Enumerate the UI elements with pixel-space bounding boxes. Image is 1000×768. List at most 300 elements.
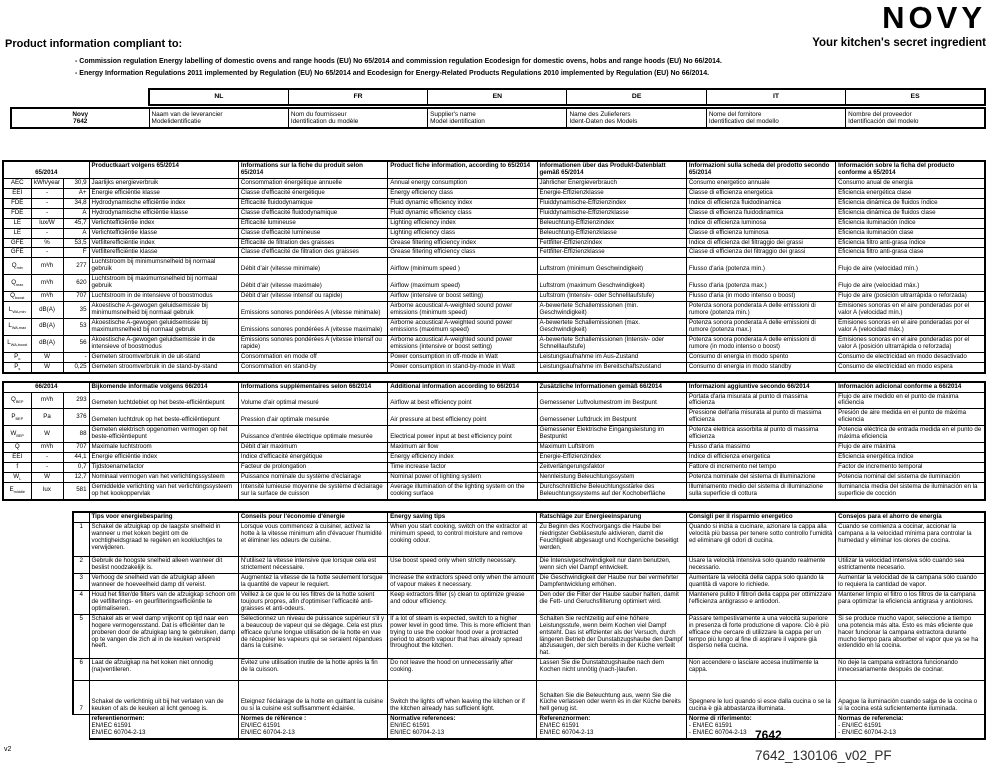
additional-info-66-table — [2, 381, 986, 501]
tips-header-row — [73, 512, 985, 522]
spec-label-cell: Flusso d'aria massimo — [686, 443, 835, 453]
symbol-cell: EEI — [3, 453, 31, 463]
spec-label-cell: Hydrodynamische efficiëntie klasse — [89, 208, 238, 218]
spec-label-cell: Emisiones sonoras en el aire ponderadas por el valor A (velocidad mín.) — [836, 302, 985, 319]
spec-label-cell: Energie efficiëntie index — [89, 453, 238, 463]
spec-label-cell: Emissions sonores pondérées A (vitesse maximale) — [238, 318, 387, 335]
supplier-label-cell — [149, 108, 288, 128]
value-cell: 88 — [63, 426, 89, 443]
supplier-label-line: Ident-Daten des Models — [569, 118, 638, 126]
spec-label-cell: Luchtstroom bij maximumsnelheid bij normaal gebruik — [89, 275, 238, 292]
spec-label-cell: Presión de aire medida en el punto de máxima eficiencia — [836, 409, 985, 426]
value-cell: 35 — [63, 302, 89, 319]
spec-label-cell: Consumo energetico annuale — [686, 178, 835, 188]
spec-label-cell: Airflow (maximum speed) — [388, 275, 537, 292]
unit-cell: m³/h — [31, 275, 63, 292]
unit-cell: - — [31, 248, 63, 258]
tips-header-cell: Consejos para el ahorro de energía — [836, 512, 985, 522]
spec-label-cell: Energie-Effizienzklasse — [537, 188, 686, 198]
unit-cell: lux — [31, 482, 63, 499]
spec-label-cell: Time increase factor — [388, 463, 537, 473]
tip-text-cell: Laat de afzuigkap na het koken niet onnodig (na)ventileren. — [89, 659, 238, 681]
tip-text-cell: Mantener limpio el filtro o los filtros de la campana para optimizar la eficiencia antigrasa y antiolores. — [836, 590, 985, 614]
spec-label-cell: Indice di efficienza fluidodinamica — [686, 198, 835, 208]
spec-label-cell: Verlichtefficiëntie index — [89, 218, 238, 228]
spec-label-cell: Débit d'air (vitesse intensif ou rapide) — [238, 292, 387, 302]
symbol-cell: GFE — [3, 248, 31, 258]
compliance-lines — [75, 56, 722, 79]
supplier-label-line: Supplier's name — [430, 111, 476, 118]
spec-label-cell: Airflow at best efficiency point — [388, 392, 537, 409]
value-cell: F — [63, 248, 89, 258]
tip-text-cell: Schakel de verlichtinig uit bij het verlaten van de keuken of als de keuken al licht genoeg is. — [89, 681, 238, 715]
spec-header-row — [3, 382, 985, 392]
spec-row — [3, 292, 985, 302]
value-cell: 44,1 — [63, 453, 89, 463]
norms-title: Norme di riferimento: — [688, 715, 752, 723]
spec-label-cell: Fluiddynamische-Effizienzklasse — [537, 208, 686, 218]
unit-cell: - — [31, 188, 63, 198]
supplier-label-line: Identification du modèle — [290, 118, 359, 126]
compliance-title: Product information compliant to: — [5, 38, 183, 50]
tip-text-cell: When you start cooking, switch on the extractor at minimum speed, to control moisture and remove cooking odour. — [388, 522, 537, 556]
spec-label-cell: Eficiencia iluminación clase — [836, 228, 985, 238]
unit-cell: - — [31, 198, 63, 208]
spec-label-cell: Luchtstroom in de intensieve of boostmodus — [89, 292, 238, 302]
spec-label-cell: Classe d'efficacité fluidodynamique — [238, 208, 387, 218]
tip-text-cell: Usare la velocità intensiva solo quando realmente necessario. — [686, 556, 835, 573]
unit-cell: - — [31, 208, 63, 218]
tip-text-cell: Quando si inizia a cucinare, azionare la cappa alla velocità più bassa per tenere sotto controllo l'umidità ed eliminare gli odori di cucina. — [686, 522, 835, 556]
unit-cell: Pa — [31, 409, 63, 426]
spec-label-cell: Akoestische A-gewogen geluidsemissie in de intensieve of boostmodus — [89, 335, 238, 352]
spec-row — [3, 472, 985, 482]
spec-label-cell: Flujo de aire (posición ultrarrápida o reforzada) — [836, 292, 985, 302]
spec-row — [3, 443, 985, 453]
norms-title: Referenznormen: — [539, 715, 591, 723]
tip-text-cell: Schalten Sie die Beleuchtung aus, wenn Sie die Küche verlassen oder wenn es in der Küche bereits hell genug ist. — [537, 681, 686, 715]
spec-row — [3, 318, 985, 335]
compliance-line: - Energy Information Regulations 2011 implemented by Regulation (EU) No 65/2014 and Ecodesign for Energy-Related Products Regulations 2010 implemented by Regulation (EU) No 66/2014. — [75, 69, 710, 77]
norms-line: - EN/IEC 60704-2-13 — [838, 729, 896, 737]
spec-label-cell: Nominaal vermogen van het verlichtingssysteem — [89, 472, 238, 482]
symbol-cell: $P_{BEP}$ — [3, 409, 31, 426]
supplier-label-line: Modelidentificatie — [151, 118, 201, 126]
value-cell: 277 — [63, 258, 89, 275]
spec-label-cell: Classe d'efficacité lumineuse — [238, 228, 387, 238]
tip-number: 7 — [73, 681, 89, 715]
norms-title: Normative references: — [390, 715, 456, 723]
spec-label-cell: Consommation en mode off — [238, 352, 387, 362]
logo-letter: N — [882, 0, 909, 35]
norms-line: EN/IEC 61591 — [539, 722, 580, 730]
spec-label-cell: Potenza nominale del sistema di illuminazione — [686, 472, 835, 482]
spec-label-cell: Potenza sonora ponderata A delle emissioni di rumore (in modo intenso o boost) — [686, 335, 835, 352]
spec-label-cell: Electrical power input at best efficiency point — [388, 426, 537, 443]
spec-label-cell: Intensité lumieuse moyenne de système d'éclairage sur la surface de cuisson — [238, 482, 387, 499]
spec-label-cell: Akoestische A-gewogen geluidsemissie bij minimumsnelheid bij normaal gebruik — [89, 302, 238, 319]
spec-label-cell: Airborne acoustical A-weighted sound power emissions (maximum speed) — [388, 318, 537, 335]
spec-label-cell: Maximum air flow — [388, 443, 537, 453]
tip-text-cell: Die Intensivgeschwindigkeit nur dann benutzen, wenn sich viel Dampf entwickelt. — [537, 556, 686, 573]
tips-header-cell: Tips voor energiebesparing — [89, 512, 238, 522]
tip-number: 3 — [73, 573, 89, 590]
norms-cell — [238, 715, 387, 739]
supplier-label-line: Nom du fournisseur — [290, 111, 347, 118]
supplier-label-cell — [846, 108, 985, 128]
symbol-cell: $Q_{min}$ — [3, 258, 31, 275]
spec-row — [3, 238, 985, 248]
spec-label-cell: Puissance nominale du système d'éclairage — [238, 472, 387, 482]
symbol-cell: GFE — [3, 238, 31, 248]
spec-label-cell: Consumo de electricidad en modo desactivado — [836, 352, 985, 362]
tip-text-cell: Si se produce mucho vapor, seleccione a tiempo una potencia más alta. Esto es más eficiente que hacer funcionar la campana extractora durante mucho tiempo para absorber el vapor que ya se ha extendido en la cocina. — [836, 614, 985, 659]
spec-label-cell: Akoestische A-gewogen geluidsemissie bij maximumsnelheid bij normaal gebruik — [89, 318, 238, 335]
spec-label-cell: Lighting efficiency class — [388, 228, 537, 238]
spec-label-cell: Maximum Luftstrom — [537, 443, 686, 453]
spec-label-cell: Verlichtefficiëntie klasse — [89, 228, 238, 238]
norms-row — [73, 715, 985, 739]
norms-title: Normes de référence : — [240, 715, 307, 723]
spec-label-cell: Potencia nominal del sistema de iluminación — [836, 472, 985, 482]
spec-row — [3, 482, 985, 499]
tip-text-cell: Eteignez l'éclairage de la hotte en quittant la cuisine ou si la cuisine est suffisamment éclairée. — [238, 681, 387, 715]
symbol-cell: $L_{WA,max}$ — [3, 318, 31, 335]
spec-label-cell: Beleuchtung-Effizienzklasse — [537, 228, 686, 238]
tip-number: 5 — [73, 614, 89, 659]
spec-label-cell: Consumo di energia in modo standby — [686, 362, 835, 372]
symbol-cell: $E_{middle}$ — [3, 482, 31, 499]
norms-cell — [537, 715, 686, 739]
spec-label-cell: Annual energy consumption — [388, 178, 537, 188]
spec-label-cell: Eficiencia filtro anti-grasa clase — [836, 248, 985, 258]
spec-label-cell: Fettfilter-Effizienzindex — [537, 238, 686, 248]
spec-label-cell: Eficiencia dinámica de fluidos clase — [836, 208, 985, 218]
tips-row — [73, 614, 985, 659]
symbol-cell: Q — [3, 443, 31, 453]
spec-label-cell: Gemeten luchtdruk op het beste-efficiëntiepunt — [89, 409, 238, 426]
spec-label-cell: Jaarlijks energieverbruik — [89, 178, 238, 188]
value-cell: 0,25 — [63, 362, 89, 372]
symbol-cell: $P_o$ — [3, 352, 31, 362]
spec-header-cell: Zusätzliche Informationen gemäß 66/2014 — [537, 382, 686, 392]
value-cell: 293 — [63, 392, 89, 409]
value-cell: 56 — [63, 335, 89, 352]
spec-header-row — [3, 161, 985, 178]
supplier-label-cell — [428, 108, 567, 128]
spec-label-cell: Flusso d'aria (potenza min.) — [686, 258, 835, 275]
norms-line: EN/IEC 60704-2-13 — [390, 729, 445, 737]
spec-row — [3, 463, 985, 473]
tip-text-cell: Utilizar la velocidad intensiva sólo cuando sea estrictamente necesario. — [836, 556, 985, 573]
spec-row — [3, 248, 985, 258]
tip-text-cell: Use boost speed only when strictly necessary. — [388, 556, 537, 573]
unit-cell: W — [31, 426, 63, 443]
spec-label-cell: Jährlicher Energieverbrauch — [537, 178, 686, 188]
supplier-label-cell — [706, 108, 845, 128]
spec-label-cell: Flujo de aire medido en el punto de máxima eficiencia — [836, 392, 985, 409]
spec-row — [3, 409, 985, 426]
spec-label-cell: Power consumption in off-mode in Watt — [388, 352, 537, 362]
tip-text-cell: Cuando se comienza a cocinar, accionar la campana a la velocidad mínima para controlar la humedad y eliminar los olores de cocina. — [836, 522, 985, 556]
spec-row — [3, 453, 985, 463]
spec-label-cell: Volume d'air optimal mesuré — [238, 392, 387, 409]
spec-label-cell: Gemeten elektrisch opgenomen vermogen op het beste-efficiëntiepunt — [89, 426, 238, 443]
spec-label-cell: Débit d'air (vitesse minimale) — [238, 258, 387, 275]
spec-label-cell: Average illumination of the lighting system on the cooking surface — [388, 482, 537, 499]
norms-blank-cell — [73, 715, 89, 739]
norms-title: Normas de referencia: — [838, 715, 904, 723]
unit-cell: dB(A) — [31, 302, 63, 319]
spec-label-cell: Grease filtering efficiency index — [388, 238, 537, 248]
spec-label-cell: Zeitverlängerungsfaktor — [537, 463, 686, 473]
spec-label-cell: A-bewertete Schallemissionen (max. Geschwindigkeit) — [537, 318, 686, 335]
value-cell: 30,9 — [63, 178, 89, 188]
tips-row — [73, 681, 985, 715]
tip-text-cell: Aumentare la velocità della cappa solo quando la quantità di vapore lo richiede. — [686, 573, 835, 590]
tips-header-cell: Ratschläge zur Energieeinsparung — [537, 512, 686, 522]
tip-text-cell: Den oder die Filter der Haube sauber halten, damit die Fett- und Geruchsfilterung optimiert wird. — [537, 590, 686, 614]
footer-model-number: 7642 — [755, 728, 782, 742]
unit-cell: dB(A) — [31, 318, 63, 335]
brand-tagline: Your kitchen's secret ingredient — [812, 37, 986, 49]
spec-label-cell: Gemiddelde verlichting van het verlichtingssysteem op het kookoppervlak — [89, 482, 238, 499]
tip-text-cell: Apague la iluminación cuando salga de la cocina o si la cocina está suficientemente iluminada. — [836, 681, 985, 715]
tip-text-cell: Aumentar la velocidad de la campana sólo cuando lo requiera la cantidad de vapor. — [836, 573, 985, 590]
unit-cell: - — [31, 228, 63, 238]
spec-label-cell: Emissions sonores pondérées A (vitesse minimale) — [238, 302, 387, 319]
unit-cell: m³/h — [31, 292, 63, 302]
value-cell: - — [63, 352, 89, 362]
supplier-label-line: Identificación del modelo — [848, 118, 919, 126]
language-label: ES — [846, 89, 985, 105]
spec-label-cell: Facteur de prolongation — [238, 463, 387, 473]
spec-label-cell: Potenza elettrica assorbita al punto di massima efficienza — [686, 426, 835, 443]
spec-label-cell: Illuminamento medio del sistema di illuminazione sulla superficie di cottura — [686, 482, 835, 499]
spec-label-cell: Eficiencia energética clase — [836, 188, 985, 198]
symbol-cell: $W_L$ — [3, 472, 31, 482]
spec-label-cell: Durchschnittliche Beleuchtungsstärke des Beleuchtungssystems auf der Kochoberfläche — [537, 482, 686, 499]
symbol-cell: LE — [3, 228, 31, 238]
spec-header-cell: Informationen über das Produkt-Datenblatt gemäß 65/2014 — [537, 161, 686, 178]
spec-label-cell: A-bewertete Schallemissionen (min. Geschwindigkeit) — [537, 302, 686, 319]
tip-text-cell: Spegnere le luci quando si esce dalla cucina o se la cucina è già abbastanza illuminata. — [686, 681, 835, 715]
value-cell: 707 — [63, 292, 89, 302]
unit-cell: m³/h — [31, 443, 63, 453]
value-cell: 581 — [63, 482, 89, 499]
spec-row — [3, 218, 985, 228]
supplier-label-line: Identificativo del modello — [708, 118, 779, 126]
additional-info-66-body — [3, 382, 985, 500]
norms-line: - EN/IEC 61591 — [838, 722, 882, 730]
norms-line: EN/IEC 60704-2-13 — [240, 729, 295, 737]
spec-header-cell: Productkaart volgens 65/2014 — [89, 161, 238, 178]
symbol-cell: $P_s$ — [3, 362, 31, 372]
spec-label-cell: Iluminancia media del sistema de iluminación en la superficie de cocción — [836, 482, 985, 499]
spec-label-cell: Flujo de aire (velocidad máx.) — [836, 275, 985, 292]
spec-header-cell: Informations supplémentaires selon 66/2014 — [238, 382, 387, 392]
tip-text-cell: Verhoog de snelheid van de afzuigkap alleen wanneer de hoeveelheid damp dit vereist. — [89, 573, 238, 590]
supplier-id-cell — [11, 108, 149, 128]
unit-cell: kWh/year — [31, 178, 63, 188]
energy-tips-body — [73, 512, 985, 739]
supplier-label-line: Name des Zulieferers — [569, 111, 631, 118]
regulation-cell: 65/2014 — [3, 161, 89, 178]
symbol-cell: f — [3, 463, 31, 473]
spec-row — [3, 188, 985, 198]
unit-cell: W — [31, 362, 63, 372]
spec-label-cell: Consumo de electricidad en modo espera — [836, 362, 985, 372]
spec-header-cell: Bijkomende informatie volgens 66/2014 — [89, 382, 238, 392]
spec-label-cell: Potenza sonora ponderata A delle emissioni di rumore (potenza min.) — [686, 302, 835, 319]
symbol-cell: $Q_{boost}$ — [3, 292, 31, 302]
spec-label-cell: Fluiddynamische-Effizienzindex — [537, 198, 686, 208]
spec-label-cell: Gemeten stroomverbruik in de uit-stand — [89, 352, 238, 362]
spec-label-cell: Débit d'air maximum — [238, 443, 387, 453]
value-cell: 707 — [63, 443, 89, 453]
norms-line: - EN/IEC 61591 — [688, 722, 733, 730]
tip-number: 6 — [73, 659, 89, 681]
symbol-cell: $W_{BEP}$ — [3, 426, 31, 443]
supplier-brand: Novy — [72, 111, 89, 118]
symbol-cell: $Q_{BEP}$ — [3, 392, 31, 409]
unit-cell: m³/h — [31, 392, 63, 409]
spec-label-cell: Gemeten luchtdebiet op het beste-efficiëntiepunt — [89, 392, 238, 409]
spec-label-cell: Eficiencia dinámica de fluidos índice — [836, 198, 985, 208]
value-cell: 376 — [63, 409, 89, 426]
symbol-cell: FDE — [3, 208, 31, 218]
norms-cell — [836, 715, 985, 739]
spec-label-cell: Gemessener Luftvolumestrom im Bestpunt — [537, 392, 686, 409]
unit-cell: dB(A) — [31, 335, 63, 352]
tip-text-cell: Zu Beginn des Kochvorgangs die Haube bei niedrigster Gebläsestufe aktivieren, damit die Feuchtigkeit abgesaugt und Kochgerüche beseitigt werden. — [537, 522, 686, 556]
spec-label-cell: Beleuchtung-Effizienzindex — [537, 218, 686, 228]
value-cell: 53 — [63, 318, 89, 335]
language-label: FR — [288, 89, 427, 105]
spec-label-cell: Pression d'air optimale mesurée — [238, 409, 387, 426]
spec-label-cell: Luftstrom (Intensiv- oder Schnelllaufstufe) — [537, 292, 686, 302]
tips-row — [73, 556, 985, 573]
novy-logo — [882, 0, 986, 36]
spec-label-cell: Efficacité lumineuse — [238, 218, 387, 228]
spec-label-cell: Vetfilterefficiëntie klasse — [89, 248, 238, 258]
symbol-cell: LE — [3, 218, 31, 228]
spec-label-cell: Airborne acoustical A-weighted sound power emissions (minimum speed) — [388, 302, 537, 319]
spec-row — [3, 362, 985, 372]
tip-text-cell: N'utilisez la vitesse intensive que lorsque cela est strictement nécessaire. — [238, 556, 387, 573]
tip-text-cell: Increase the extractors speed only when the amount of vapour makes it necessary. — [388, 573, 537, 590]
spec-label-cell: Gemessener Luftdruck im Bestpunt — [537, 409, 686, 426]
spec-label-cell: Flujo de aire máxima — [836, 443, 985, 453]
language-label: DE — [567, 89, 706, 105]
spec-label-cell: Flusso d'aria (in modo intenso o boost) — [686, 292, 835, 302]
spec-header-cell: Información sobre la ficha del producto conforme a 65/2014 — [836, 161, 985, 178]
spec-label-cell: Luchtstroom bij minimumsnelheid bij normaal gebruik — [89, 258, 238, 275]
spec-row — [3, 426, 985, 443]
spec-label-cell: Débit d'air (vitesse maximale) — [238, 275, 387, 292]
tip-text-cell: Lorsque vous commencez à cuisiner, activez la hotte à la vitesse minimum afin d'évacuer l'humidité et éliminer les odeurs de cuisine. — [238, 522, 387, 556]
tip-text-cell: Schakel als er veel damp vrijkomt op tijd naar een hogere vermogensstand. Dat is efficiënter dan te proberen door de afzuigkap lang te gebruiken, damp op te vangen die zich al in de keuken verspreid heeft. — [89, 614, 238, 659]
language-label: EN — [428, 89, 567, 105]
tip-text-cell: Die Geschwindigkeit der Haube nur bei vermehrter Dampfentwicklung erhöhen. — [537, 573, 686, 590]
spec-label-cell: Flujo de aire (velocidad mín.) — [836, 258, 985, 275]
spec-label-cell: Airflow (intensive or boost setting) — [388, 292, 537, 302]
tip-text-cell: Do not leave the hood on unnecessarily after cooking. — [388, 659, 537, 681]
symbol-cell: EEI — [3, 188, 31, 198]
spec-label-cell: Nominal power of lighting system — [388, 472, 537, 482]
spec-label-cell: Vetfilterefficiëntie index — [89, 238, 238, 248]
main-tables — [2, 160, 986, 740]
unit-cell: - — [31, 463, 63, 473]
spec-label-cell: Factor de incremento temporal — [836, 463, 985, 473]
spec-label-cell: Grease filtering efficiency class — [388, 248, 537, 258]
product-fiche-65-body — [3, 161, 985, 373]
tip-text-cell: Schalten Sie rechtzeitig auf eine höhere Leistungsstufe, wenn beim Kochen viel Dampf entsteht. Das ist effizienter als der Versuch, durch längeren Betrieb der Dunstabzugshaube den Dampf abzusaugen, der sich bereits in der Küche verteilt hat. — [537, 614, 686, 659]
product-fiche-65-table — [2, 160, 986, 374]
regulation-cell: 66/2014 — [3, 382, 89, 392]
tips-header-cell: Conseils pour l'économie d'énergie — [238, 512, 387, 522]
supplier-model: 7642 — [73, 118, 88, 126]
spec-label-cell: Classe di efficienza energetica — [686, 188, 835, 198]
value-cell: 620 — [63, 275, 89, 292]
spec-label-cell: Gemeten stroomverbruik in de stand-by-stand — [89, 362, 238, 372]
spec-header-cell: Additional information according to 66/2014 — [388, 382, 537, 392]
spec-label-cell: A-bewertete Schallemissionen (Intensiv- oder Schnelllaufstufe) — [537, 335, 686, 352]
spec-label-cell: Eficiencia iluminación índice — [836, 218, 985, 228]
value-cell: 53,5 — [63, 238, 89, 248]
spec-header-cell: Informations sur la fiche du produit selon 65/2014 — [238, 161, 387, 178]
spec-row — [3, 275, 985, 292]
tip-text-cell: Keep extractors filter (s) clean to optimize grease and odour efficiency. — [388, 590, 537, 614]
supplier-table — [10, 107, 986, 129]
tips-header-cell: Consigli per il risparmio energetico — [686, 512, 835, 522]
supplier-label-cell — [567, 108, 706, 128]
spec-label-cell: Indice di efficienza luminosa — [686, 218, 835, 228]
spec-row — [3, 228, 985, 238]
spec-row — [3, 178, 985, 188]
spec-label-cell: Consumo di energia in modo spento — [686, 352, 835, 362]
unit-cell: W — [31, 472, 63, 482]
norms-line: EN/IEC 61591 — [240, 722, 281, 730]
spec-label-cell: Eficiencia filtro anti-grasa índice — [836, 238, 985, 248]
spec-label-cell: Classe d'efficacité énergétique — [238, 188, 387, 198]
spec-label-cell: Luftstrom (minimum Geschwindigkeit) — [537, 258, 686, 275]
spec-label-cell: Classe di efficienza fluidodinamica — [686, 208, 835, 218]
logo-letters: VY — [936, 0, 986, 35]
spec-label-cell: Energie efficiëntie klasse — [89, 188, 238, 198]
norms-line: - EN/IEC 60704-2-13 — [688, 729, 747, 737]
spec-row — [3, 335, 985, 352]
tips-row — [73, 522, 985, 556]
spec-label-cell: Classe di efficienza del filtraggio dei grassi — [686, 248, 835, 258]
spec-label-cell: Emisiones sonoras en el aire ponderadas por el valor A (velocidad máx.) — [836, 318, 985, 335]
language-label: NL — [149, 89, 288, 105]
tip-text-cell: Houd het filter/de filters van de afzuigkap schoon om de vetfilterings- en geurfilteringsefficiëntie te optimaliseren. — [89, 590, 238, 614]
spec-label-cell: Efficacité fluidodynamique — [238, 198, 387, 208]
spec-label-cell: Lighting efficiency index — [388, 218, 537, 228]
supplier-label-line: Naam van de leverancier — [151, 111, 223, 118]
tip-number: 4 — [73, 590, 89, 614]
spec-label-cell: Hydrodynamische efficiëntie index — [89, 198, 238, 208]
tip-text-cell: Switch the lights off when leaving the kitchen or if the kitchen already has sufficient light. — [388, 681, 537, 715]
tips-row — [73, 590, 985, 614]
tip-text-cell: If a lot of steam is expected, switch to a higher power level in good time. This is more efficient than trying to use the cooker hood over a protracted period to absorb vapour that has already spread throughout the kitchen. — [388, 614, 537, 659]
norms-line: EN/IEC 61591 — [390, 722, 430, 730]
value-cell: A — [63, 228, 89, 238]
spec-label-cell: Gemessener Elektrische Eingangsleistung im Bestpunkt — [537, 426, 686, 443]
spec-label-cell: Potenza sonora ponderata A delle emissioni di rumore (potenza max.) — [686, 318, 835, 335]
spec-row — [3, 352, 985, 362]
